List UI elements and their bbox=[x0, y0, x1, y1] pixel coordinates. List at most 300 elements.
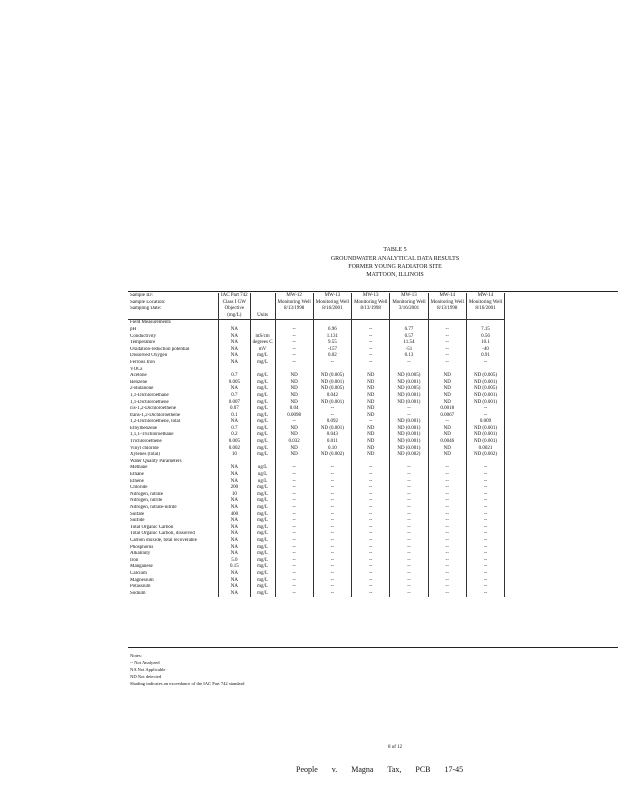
table-cell: ND bbox=[275, 393, 313, 400]
row-label: Methane bbox=[130, 465, 148, 471]
table-cell: mg/L bbox=[250, 413, 275, 420]
table-cell: mg/L bbox=[250, 558, 275, 565]
table-cell bbox=[390, 459, 428, 466]
table-cell: -- bbox=[352, 564, 390, 571]
table-cell: -- bbox=[428, 571, 466, 578]
table-row bbox=[128, 505, 505, 512]
table-cell: -- bbox=[313, 472, 351, 479]
header-cell: Monitoring Well bbox=[428, 300, 466, 307]
table-cell: -- bbox=[428, 525, 466, 532]
table-cell: -157 bbox=[313, 347, 351, 354]
table-cell: -- bbox=[352, 538, 390, 545]
table-cell: -- bbox=[466, 545, 504, 552]
table-cell: -- bbox=[352, 419, 390, 426]
table-cell: ND bbox=[352, 373, 390, 380]
table-cell: -- bbox=[390, 531, 428, 538]
note-line: NA Not Applicable bbox=[130, 667, 166, 672]
row-label: Ferrous Iron bbox=[130, 359, 155, 365]
table-cell: 0.7 bbox=[219, 373, 251, 380]
header-cell: MW-12 bbox=[275, 293, 313, 300]
row-label: Carbon dioxide, total recoverable bbox=[130, 537, 197, 543]
table-cell: -- bbox=[352, 479, 390, 486]
table-cell: mg/L bbox=[250, 498, 275, 505]
row-label: Total Organic Carbon bbox=[130, 524, 174, 530]
table-row bbox=[128, 406, 505, 413]
table-cell: -- bbox=[352, 472, 390, 479]
table-cell: -- bbox=[313, 512, 351, 519]
table-cell: ND bbox=[428, 380, 466, 387]
table-cell: -- bbox=[313, 558, 351, 565]
table-cell: -- bbox=[466, 525, 504, 532]
table-cell: -- bbox=[352, 340, 390, 347]
row-label: 1,1,1-Trichloroethane bbox=[130, 432, 174, 438]
table-cell: -- bbox=[275, 525, 313, 532]
table-row bbox=[128, 320, 505, 327]
table-cell: NA bbox=[219, 578, 251, 585]
table-cell: -- bbox=[275, 498, 313, 505]
table-cell: -- bbox=[275, 564, 313, 571]
header-row bbox=[128, 293, 505, 300]
header-cell: Units bbox=[250, 313, 275, 320]
table-cell: 0.043 bbox=[313, 432, 351, 439]
table-cell: ug/L bbox=[250, 465, 275, 472]
table-cell: -- bbox=[428, 353, 466, 360]
table-cell: mg/L bbox=[250, 571, 275, 578]
header-cell bbox=[250, 306, 275, 313]
table-cell: -- bbox=[313, 584, 351, 591]
table-cell: -- bbox=[352, 558, 390, 565]
table-cell: -- bbox=[275, 591, 313, 598]
table-cell: 0.13 bbox=[390, 353, 428, 360]
row-label: pH bbox=[130, 326, 137, 332]
table-row bbox=[128, 465, 505, 472]
table-cell: mg/L bbox=[250, 419, 275, 426]
table-cell: 0.0067 bbox=[428, 413, 466, 420]
table-cell: -- bbox=[313, 485, 351, 492]
table-cell: -- bbox=[466, 571, 504, 578]
footer-word: Magna bbox=[351, 765, 374, 774]
row-label: cis-1,2-Dichloroethene bbox=[130, 406, 176, 412]
row-label: Water Quality Parameters bbox=[130, 458, 182, 464]
header-cell: Sample ID: bbox=[130, 293, 153, 298]
footer-word: Tax, bbox=[387, 765, 402, 774]
table-header bbox=[128, 293, 505, 320]
groundwater-data-table bbox=[128, 293, 505, 597]
table-cell: -- bbox=[466, 498, 504, 505]
table-cell: ND bbox=[428, 400, 466, 407]
row-label: Calcium bbox=[130, 570, 147, 576]
table-cell: 0.57 bbox=[390, 334, 428, 341]
table-cell: -- bbox=[275, 347, 313, 354]
table-cell: mS/cm bbox=[250, 334, 275, 341]
table-row bbox=[128, 347, 505, 354]
row-label: Potassium bbox=[130, 584, 151, 590]
table-cell: -- bbox=[428, 360, 466, 367]
table-cell: 10 bbox=[219, 492, 251, 499]
table-cell: NA bbox=[219, 498, 251, 505]
table-cell: ND bbox=[275, 432, 313, 439]
table-cell: -- bbox=[428, 492, 466, 499]
table-cell: -- bbox=[275, 419, 313, 426]
table-cell: 0.042 bbox=[313, 393, 351, 400]
table-cell bbox=[219, 320, 251, 327]
table-row bbox=[128, 446, 505, 453]
table-cell: -- bbox=[313, 545, 351, 552]
note-line: ND Not detected bbox=[130, 674, 162, 679]
table-cell: 0.092 bbox=[313, 419, 351, 426]
header-cell: 8/13/1998 bbox=[352, 306, 390, 313]
table-cell: -- bbox=[390, 406, 428, 413]
row-label: 2-Butanone bbox=[130, 386, 154, 392]
footer-word: 17-45 bbox=[444, 765, 464, 774]
table-cell: mg/L bbox=[250, 578, 275, 585]
table-cell: -- bbox=[313, 360, 351, 367]
table-cell: mg/L bbox=[250, 380, 275, 387]
table-cell: -- bbox=[466, 505, 504, 512]
table-cell: -- bbox=[466, 465, 504, 472]
table-cell: -- bbox=[275, 334, 313, 341]
table-cell: 400 bbox=[219, 512, 251, 519]
table-cell: ND (0.001) bbox=[466, 432, 504, 439]
note-line: -- Not Analyzed bbox=[130, 660, 160, 665]
table-cell: -- bbox=[313, 551, 351, 558]
table-cell: -- bbox=[352, 591, 390, 598]
table-cell: 0.02 bbox=[313, 353, 351, 360]
table-cell: -- bbox=[352, 492, 390, 499]
table-cell: -- bbox=[428, 512, 466, 519]
table-cell: 1.131 bbox=[313, 334, 351, 341]
table-cell: ND bbox=[428, 373, 466, 380]
row-label: Ethene bbox=[130, 478, 144, 484]
table-row bbox=[128, 558, 505, 565]
row-label: Magnesium bbox=[130, 577, 154, 583]
table-row bbox=[128, 479, 505, 486]
table-cell: -- bbox=[390, 551, 428, 558]
table-cell: -- bbox=[352, 512, 390, 519]
table-cell: -- bbox=[352, 353, 390, 360]
table-cell: -- bbox=[428, 531, 466, 538]
table-cell: ND bbox=[428, 393, 466, 400]
table-cell: ND bbox=[428, 432, 466, 439]
table-cell bbox=[352, 320, 390, 327]
table-cell: -- bbox=[390, 545, 428, 552]
table-cell bbox=[219, 459, 251, 466]
row-label: Field Measurements bbox=[130, 320, 171, 326]
table-cell: -- bbox=[390, 591, 428, 598]
table-cell: -- bbox=[275, 485, 313, 492]
table-cell bbox=[313, 459, 351, 466]
table-cell: -- bbox=[275, 505, 313, 512]
table-cell: ND bbox=[275, 373, 313, 380]
table-cell: mg/L bbox=[250, 525, 275, 532]
table-cell: -- bbox=[428, 591, 466, 598]
table-cell: 0.04 bbox=[275, 406, 313, 413]
table-cell: ND bbox=[275, 452, 313, 459]
table-cell: mg/L bbox=[250, 393, 275, 400]
table-cell: -51 bbox=[390, 347, 428, 354]
table-cell bbox=[428, 367, 466, 374]
table-cell: -- bbox=[390, 525, 428, 532]
table-cell: -- bbox=[428, 558, 466, 565]
header-cell: Monitoring Well bbox=[352, 300, 390, 307]
table-row bbox=[128, 353, 505, 360]
table-cell: 0.002 bbox=[219, 446, 251, 453]
table-cell: -- bbox=[313, 578, 351, 585]
table-cell: -- bbox=[390, 578, 428, 585]
table-cell: mg/L bbox=[250, 512, 275, 519]
table-cell: -- bbox=[313, 498, 351, 505]
table-cell: -- bbox=[275, 472, 313, 479]
table-row bbox=[128, 327, 505, 334]
table-cell: -- bbox=[466, 492, 504, 499]
table-cell: NA bbox=[219, 479, 251, 486]
table-cell: mg/L bbox=[250, 545, 275, 552]
table-cell: -- bbox=[466, 413, 504, 420]
table-cell: -- bbox=[313, 492, 351, 499]
table-cell: -- bbox=[466, 538, 504, 545]
table-row bbox=[128, 512, 505, 519]
header-cell: Monitoring Well bbox=[466, 300, 504, 307]
table-cell: -- bbox=[466, 578, 504, 585]
table-cell: ND bbox=[352, 400, 390, 407]
table-row bbox=[128, 400, 505, 407]
table-cell: 0.0046 bbox=[428, 439, 466, 446]
table-cell: -- bbox=[275, 340, 313, 347]
table-cell: -- bbox=[275, 531, 313, 538]
footer-word: PCB bbox=[415, 765, 431, 774]
table-cell: ND bbox=[352, 446, 390, 453]
table-cell: -- bbox=[275, 551, 313, 558]
row-label: Ethane bbox=[130, 472, 144, 478]
table-cell: -- bbox=[390, 498, 428, 505]
row-label: Total Organic Carbon, dissolved bbox=[130, 531, 195, 537]
table-cell: mg/L bbox=[250, 452, 275, 459]
table-bottom-rule bbox=[128, 647, 618, 648]
table-cell: -- bbox=[466, 485, 504, 492]
table-cell: -- bbox=[275, 538, 313, 545]
table-cell: -- bbox=[352, 531, 390, 538]
table-row bbox=[128, 545, 505, 552]
table-cell bbox=[466, 459, 504, 466]
table-cell: 7.15 bbox=[466, 327, 504, 334]
table-cell: 0.005 bbox=[219, 380, 251, 387]
table-row bbox=[128, 564, 505, 571]
table-cell: -- bbox=[352, 465, 390, 472]
table-cell: -- bbox=[428, 340, 466, 347]
header-cell bbox=[428, 313, 466, 320]
table-cell: -- bbox=[352, 518, 390, 525]
table-cell: -- bbox=[275, 571, 313, 578]
table-cell: mg/L bbox=[250, 505, 275, 512]
row-label: Alkalinity bbox=[130, 551, 151, 557]
table-cell: -- bbox=[275, 479, 313, 486]
table-cell: -- bbox=[428, 584, 466, 591]
header-cell: MW-14 bbox=[428, 293, 466, 300]
table-cell: ND (0.001) bbox=[313, 400, 351, 407]
header-cell: Monitoring Well bbox=[275, 300, 313, 307]
table-cell: -- bbox=[428, 485, 466, 492]
table-cell: -- bbox=[390, 564, 428, 571]
table-cell: -- bbox=[313, 564, 351, 571]
table-cell: ND bbox=[352, 452, 390, 459]
table-cell: -- bbox=[390, 518, 428, 525]
table-cell: NA bbox=[219, 525, 251, 532]
table-cell: ND bbox=[428, 452, 466, 459]
row-label: Manganese bbox=[130, 564, 153, 570]
table-cell: -- bbox=[428, 347, 466, 354]
table-cell: -- bbox=[428, 419, 466, 426]
header-row bbox=[128, 306, 505, 313]
table-cell: ND bbox=[352, 393, 390, 400]
header-row bbox=[128, 300, 505, 307]
table-cell: -- bbox=[428, 545, 466, 552]
table-row bbox=[128, 380, 505, 387]
table-cell bbox=[390, 367, 428, 374]
table-cell: ND (0.001) bbox=[466, 393, 504, 400]
note-line: Shading indicates an exceedance of the IAC Part 742 standard bbox=[130, 681, 245, 686]
table-cell: -- bbox=[466, 591, 504, 598]
table-cell: -- bbox=[466, 584, 504, 591]
table-cell bbox=[466, 320, 504, 327]
table-cell bbox=[250, 459, 275, 466]
table-cell: ND (0.002) bbox=[390, 452, 428, 459]
table-cell: NA bbox=[219, 472, 251, 479]
table-cell: mg/L bbox=[250, 386, 275, 393]
table-cell: mg/L bbox=[250, 538, 275, 545]
table-cell: mg/L bbox=[250, 400, 275, 407]
table-cell: mg/L bbox=[250, 426, 275, 433]
table-cell: ND (0.001) bbox=[390, 393, 428, 400]
table-cell: 0.0098 bbox=[275, 413, 313, 420]
table-top-rule bbox=[128, 291, 618, 292]
footer-word: v. bbox=[331, 765, 338, 774]
table-cell: -- bbox=[313, 525, 351, 532]
header-cell: 8/13/1998 bbox=[275, 306, 313, 313]
table-row bbox=[128, 498, 505, 505]
table-cell: -- bbox=[390, 465, 428, 472]
row-label: 1,2-Dichloroethene, total bbox=[130, 419, 181, 425]
table-cell: -- bbox=[428, 472, 466, 479]
table-cell: NA bbox=[219, 518, 251, 525]
table-cell: mg/L bbox=[250, 564, 275, 571]
table-cell: -- bbox=[390, 485, 428, 492]
table-cell: ND bbox=[275, 400, 313, 407]
table-cell: -- bbox=[352, 360, 390, 367]
table-cell: -- bbox=[275, 353, 313, 360]
table-cell: ND (0.005) bbox=[466, 373, 504, 380]
table-cell: NA bbox=[219, 419, 251, 426]
table-cell bbox=[250, 320, 275, 327]
table-cell: -- bbox=[390, 558, 428, 565]
table-cell: mg/L bbox=[250, 353, 275, 360]
table-cell: ND (0.005) bbox=[313, 373, 351, 380]
table-cell: ND (0.001) bbox=[390, 380, 428, 387]
table-cell bbox=[352, 459, 390, 466]
table-cell: 0.15 bbox=[219, 564, 251, 571]
table-cell: -- bbox=[275, 545, 313, 552]
table-cell: -- bbox=[275, 578, 313, 585]
table-cell: 0.009 bbox=[466, 419, 504, 426]
table-cell: mg/L bbox=[250, 373, 275, 380]
header-cell: Objective bbox=[219, 306, 251, 313]
table-cell: mg/L bbox=[250, 446, 275, 453]
table-cell: -- bbox=[275, 465, 313, 472]
table-cell: -- bbox=[390, 479, 428, 486]
table-cell: ND (0.002) bbox=[466, 452, 504, 459]
table-cell: -- bbox=[313, 518, 351, 525]
table-cell: ND (0.001) bbox=[390, 439, 428, 446]
header-cell: IAC Part 742 bbox=[219, 293, 251, 300]
table-cell: -- bbox=[352, 498, 390, 505]
table-cell: -- bbox=[428, 334, 466, 341]
table-cell: ND bbox=[275, 380, 313, 387]
table-cell: ND (0.005) bbox=[313, 386, 351, 393]
table-cell bbox=[275, 320, 313, 327]
table-cell: -- bbox=[313, 571, 351, 578]
row-label: VOCs bbox=[130, 366, 143, 372]
table-cell: mg/L bbox=[250, 531, 275, 538]
table-cell: mV bbox=[250, 347, 275, 354]
table-row bbox=[128, 360, 505, 367]
table-cell: mg/L bbox=[250, 492, 275, 499]
table-cell: 0.7 bbox=[219, 393, 251, 400]
table-cell bbox=[390, 320, 428, 327]
table-cell: 0.1 bbox=[219, 413, 251, 420]
header-cell: MW-13 bbox=[390, 293, 428, 300]
table-cell: -- bbox=[466, 472, 504, 479]
header-cell: 3/16/2001 bbox=[390, 306, 428, 313]
row-label: Nitrogen, nitrite bbox=[130, 498, 163, 504]
table-cell: 0.10 bbox=[313, 446, 351, 453]
table-cell: 6.96 bbox=[313, 327, 351, 334]
row-label: Dissolved Oxygen bbox=[130, 353, 168, 359]
table-row bbox=[128, 459, 505, 466]
table-cell bbox=[352, 367, 390, 374]
table-row bbox=[128, 419, 505, 426]
table-cell bbox=[313, 367, 351, 374]
table-cell: ND (0.001) bbox=[390, 419, 428, 426]
table-cell: NA bbox=[219, 584, 251, 591]
table-cell: ND bbox=[275, 386, 313, 393]
table-cell: mg/L bbox=[250, 439, 275, 446]
table-cell: ND (0.001) bbox=[313, 380, 351, 387]
note-line: Notes: bbox=[130, 653, 142, 658]
table-cell: -- bbox=[428, 518, 466, 525]
table-row bbox=[128, 439, 505, 446]
table-row bbox=[128, 584, 505, 591]
table-cell: NA bbox=[219, 591, 251, 598]
table-cell: ND (0.001) bbox=[390, 426, 428, 433]
table-cell: -- bbox=[428, 564, 466, 571]
table-row bbox=[128, 334, 505, 341]
table-cell: 0.007 bbox=[219, 400, 251, 407]
header-cell: 8/16/2001 bbox=[313, 306, 351, 313]
table-cell: ug/L bbox=[250, 472, 275, 479]
table-cell: mg/L bbox=[250, 406, 275, 413]
header-cell: 8/13/1998 bbox=[428, 306, 466, 313]
table-cell: degrees C bbox=[250, 340, 275, 347]
table-cell: -- bbox=[352, 571, 390, 578]
row-label: Ethylbenzene bbox=[130, 425, 158, 431]
table-cell: -- bbox=[313, 406, 351, 413]
table-cell: mg/L bbox=[250, 584, 275, 591]
table-row bbox=[128, 538, 505, 545]
table-cell: -- bbox=[390, 472, 428, 479]
table-cell: -- bbox=[466, 564, 504, 571]
table-body bbox=[128, 320, 505, 597]
table-cell: -- bbox=[466, 512, 504, 519]
table-cell: NA bbox=[219, 334, 251, 341]
